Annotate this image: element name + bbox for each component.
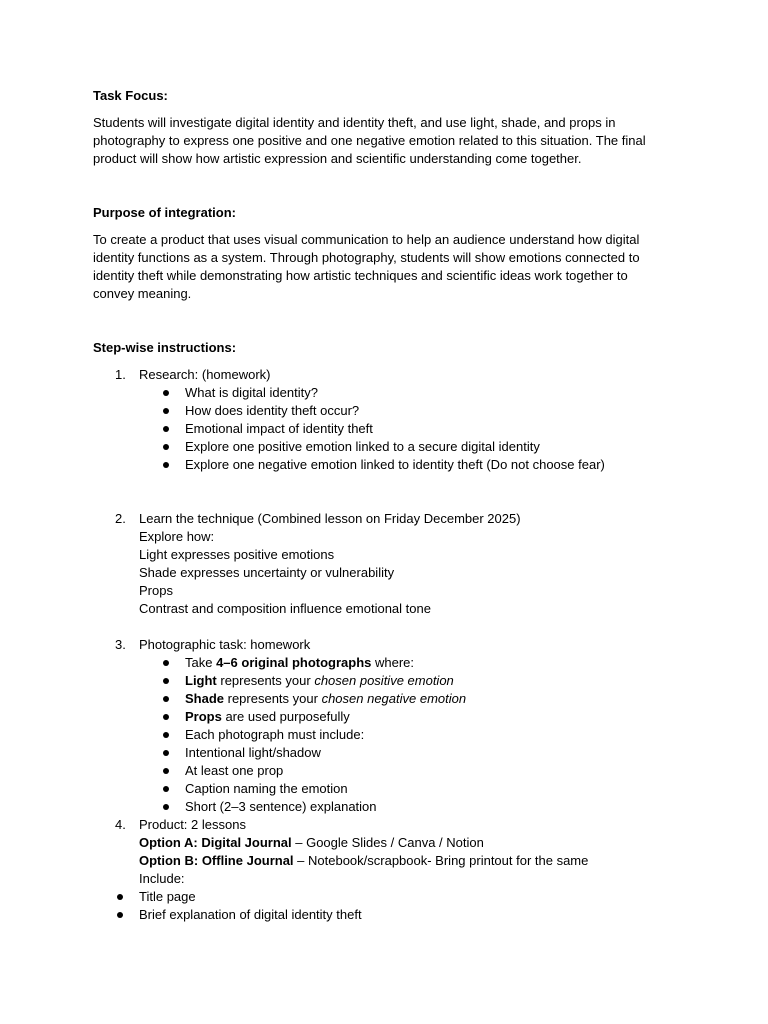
step-2-line: Props bbox=[139, 583, 173, 598]
list-item: Emotional impact of identity theft bbox=[93, 420, 663, 438]
step-number: 2. bbox=[115, 511, 126, 526]
step-3-bullets bbox=[93, 654, 663, 816]
list-item: Brief explanation of digital identity theft bbox=[93, 906, 663, 924]
step-title: Research: (homework) bbox=[139, 367, 271, 382]
list-item: Title page bbox=[93, 888, 663, 906]
bullet-icon bbox=[163, 804, 169, 810]
step-2-line: Light expresses positive emotions bbox=[139, 547, 335, 562]
bullet-icon bbox=[163, 408, 169, 414]
bullet-icon bbox=[163, 750, 169, 756]
step-number: 4. bbox=[115, 817, 126, 832]
list-item: Each photograph must include: bbox=[93, 726, 663, 744]
step-2-line: Explore how: bbox=[139, 529, 215, 544]
bullet-icon bbox=[163, 426, 169, 432]
option-b: Option B: Offline Journal – Notebook/scrapbook- Bring printout for the same bbox=[139, 853, 589, 868]
bullet-icon bbox=[163, 660, 169, 666]
list-item: Light represents your chosen positive emotion bbox=[93, 672, 663, 690]
list-item: What is digital identity? bbox=[93, 384, 663, 402]
step-4-bullets bbox=[93, 888, 663, 924]
bullet-icon bbox=[163, 444, 169, 450]
bullet-icon bbox=[163, 390, 169, 396]
task-focus-heading: Task Focus: bbox=[93, 88, 168, 103]
list-item: Explore one negative emotion linked to identity theft (Do not choose fear) bbox=[93, 456, 663, 474]
include-label: Include: bbox=[139, 871, 185, 886]
step-title: Product: 2 lessons bbox=[139, 817, 246, 832]
bullet-icon bbox=[163, 714, 169, 720]
step-3 bbox=[93, 636, 663, 654]
bullet-icon bbox=[163, 696, 169, 702]
list-item: Intentional light/shadow bbox=[93, 744, 663, 762]
list-item: How does identity theft occur? bbox=[93, 402, 663, 420]
list-item: Explore one positive emotion linked to a secure digital identity bbox=[93, 438, 663, 456]
list-item: Shade represents your chosen negative emotion bbox=[93, 690, 663, 708]
list-item: Props are used purposefully bbox=[93, 708, 663, 726]
step-2-line: Contrast and composition influence emotional tone bbox=[139, 601, 431, 616]
list-item: Caption naming the emotion bbox=[93, 780, 663, 798]
step-1 bbox=[93, 366, 663, 384]
document-page bbox=[93, 87, 663, 924]
bullet-icon bbox=[163, 462, 169, 468]
list-item: Short (2–3 sentence) explanation bbox=[93, 798, 663, 816]
step-2 bbox=[93, 510, 663, 528]
list-item: Take 4–6 original photographs where: bbox=[93, 654, 663, 672]
step-title: Photographic task: homework bbox=[139, 637, 311, 652]
bullet-icon bbox=[117, 912, 123, 918]
bullet-icon bbox=[163, 768, 169, 774]
bullet-icon bbox=[117, 894, 123, 900]
option-a: Option A: Digital Journal – Google Slides / Canva / Notion bbox=[139, 835, 484, 850]
bullet-icon bbox=[163, 732, 169, 738]
purpose-heading: Purpose of integration: bbox=[93, 205, 236, 220]
step-title: Learn the technique (Combined lesson on Friday December 2025) bbox=[139, 511, 521, 526]
task-focus-text: Students will investigate digital identity and identity theft, and use light, shade, and props in photography to express one positive and one negative emotion related to this situation. The final product will show how artistic expression and scientific understanding come together. bbox=[93, 115, 646, 166]
purpose-text: To create a product that uses visual communication to help an audience understand how digital identity functions as a system. Through photography, students will show emotions connected to identity theft while demonstrating how artistic techniques and scientific ideas work together to convey meaning. bbox=[93, 232, 640, 301]
bullet-icon bbox=[163, 678, 169, 684]
step-number: 3. bbox=[115, 637, 126, 652]
steps-heading: Step-wise instructions: bbox=[93, 340, 237, 355]
bullet-icon bbox=[163, 786, 169, 792]
step-2-line: Shade expresses uncertainty or vulnerability bbox=[139, 565, 395, 580]
step-1-bullets bbox=[93, 384, 663, 474]
step-4 bbox=[93, 816, 663, 834]
list-item: At least one prop bbox=[93, 762, 663, 780]
step-number: 1. bbox=[115, 367, 126, 382]
